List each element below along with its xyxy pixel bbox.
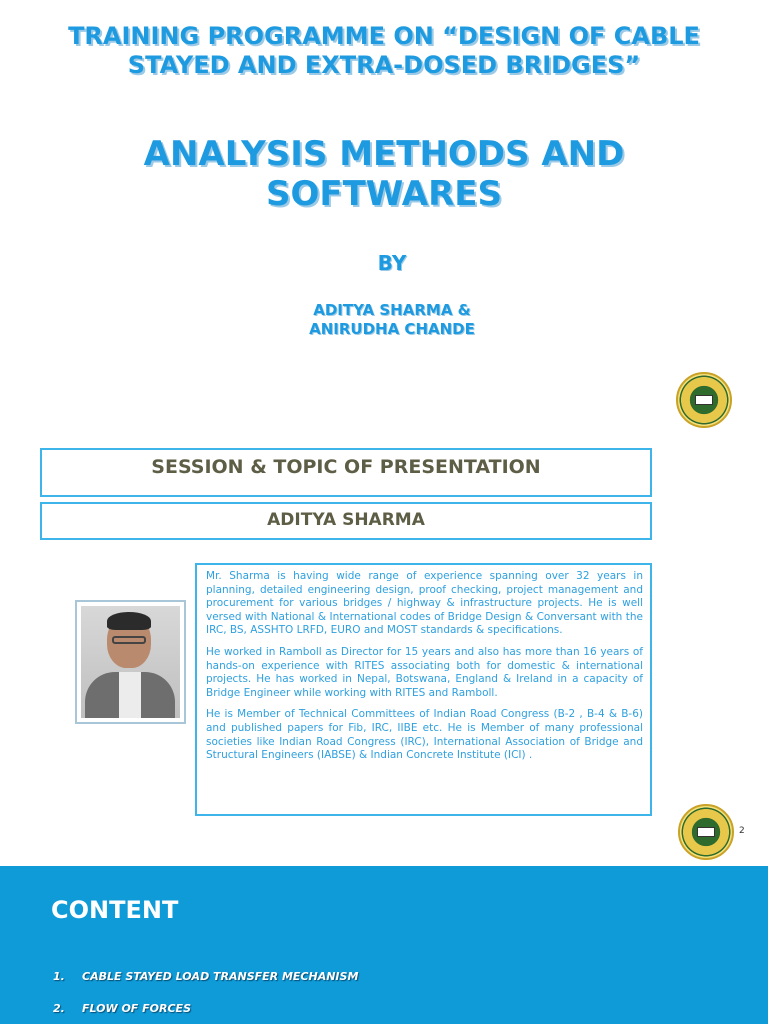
presentation-title: ANALYSIS METHODS AND SOFTWARES bbox=[143, 134, 625, 214]
author-names: ADITYA SHARMA & ANIRUDHA CHANDE bbox=[309, 301, 475, 338]
bio-paragraph: He is Member of Technical Committees of Indian Road Congress (B-2 , B-4 & B-6) and published papers for Fib, IRC, IIBE etc. He is Member of many professional societies like Indian Road Congress (IRC), International Association of Bridge and Structural Engineers (IABSE) & Indian Concrete Institute (ICI) . bbox=[206, 708, 643, 762]
bio-paragraph: He worked in Ramboll as Director for 15 years and also has more than 16 years of hands-on experience with RITES associating both for domestic & international projects. He has worked in Nepal, Botswana, England & Ireland in a capacity of Bridge Engineer while working with RITES and Ramboll. bbox=[206, 645, 643, 699]
by-label: BY bbox=[377, 251, 407, 275]
list-item bbox=[53, 970, 358, 983]
programme-title: TRAINING PROGRAMME ON “DESIGN OF CABLE STAYED AND EXTRA-DOSED BRIDGES” bbox=[68, 22, 700, 79]
speaker-bio bbox=[195, 563, 652, 816]
page-number: 2 bbox=[739, 826, 745, 836]
content-slide bbox=[0, 866, 768, 1024]
iahe-logo bbox=[676, 372, 732, 428]
list-item-label: CABLE STAYED LOAD TRANSFER MECHANISM bbox=[82, 970, 359, 983]
list-item-number: 2. bbox=[53, 1002, 65, 1015]
speaker-photo bbox=[75, 600, 186, 724]
iahe-logo bbox=[678, 804, 734, 860]
list-item-label: FLOW OF FORCES bbox=[82, 1002, 191, 1015]
session-heading: SESSION & TOPIC OF PRESENTATION bbox=[40, 448, 652, 497]
speaker-name: ADITYA SHARMA bbox=[40, 502, 652, 540]
bio-paragraph: Mr. Sharma is having wide range of experience spanning over 32 years in planning, detailed engineering design, proof checking, project management and procurement for various bridges / highway & infrastructure projects. He is well versed with National & International codes of Bridge Design & Conversant with the IRC, BS, ASSHTO LRFD, EURO and MOST standards & specifications. bbox=[206, 570, 643, 637]
content-heading: CONTENT bbox=[51, 896, 179, 924]
list-item-number: 1. bbox=[53, 970, 65, 983]
list-item bbox=[53, 1002, 191, 1015]
title-slide bbox=[0, 0, 768, 430]
